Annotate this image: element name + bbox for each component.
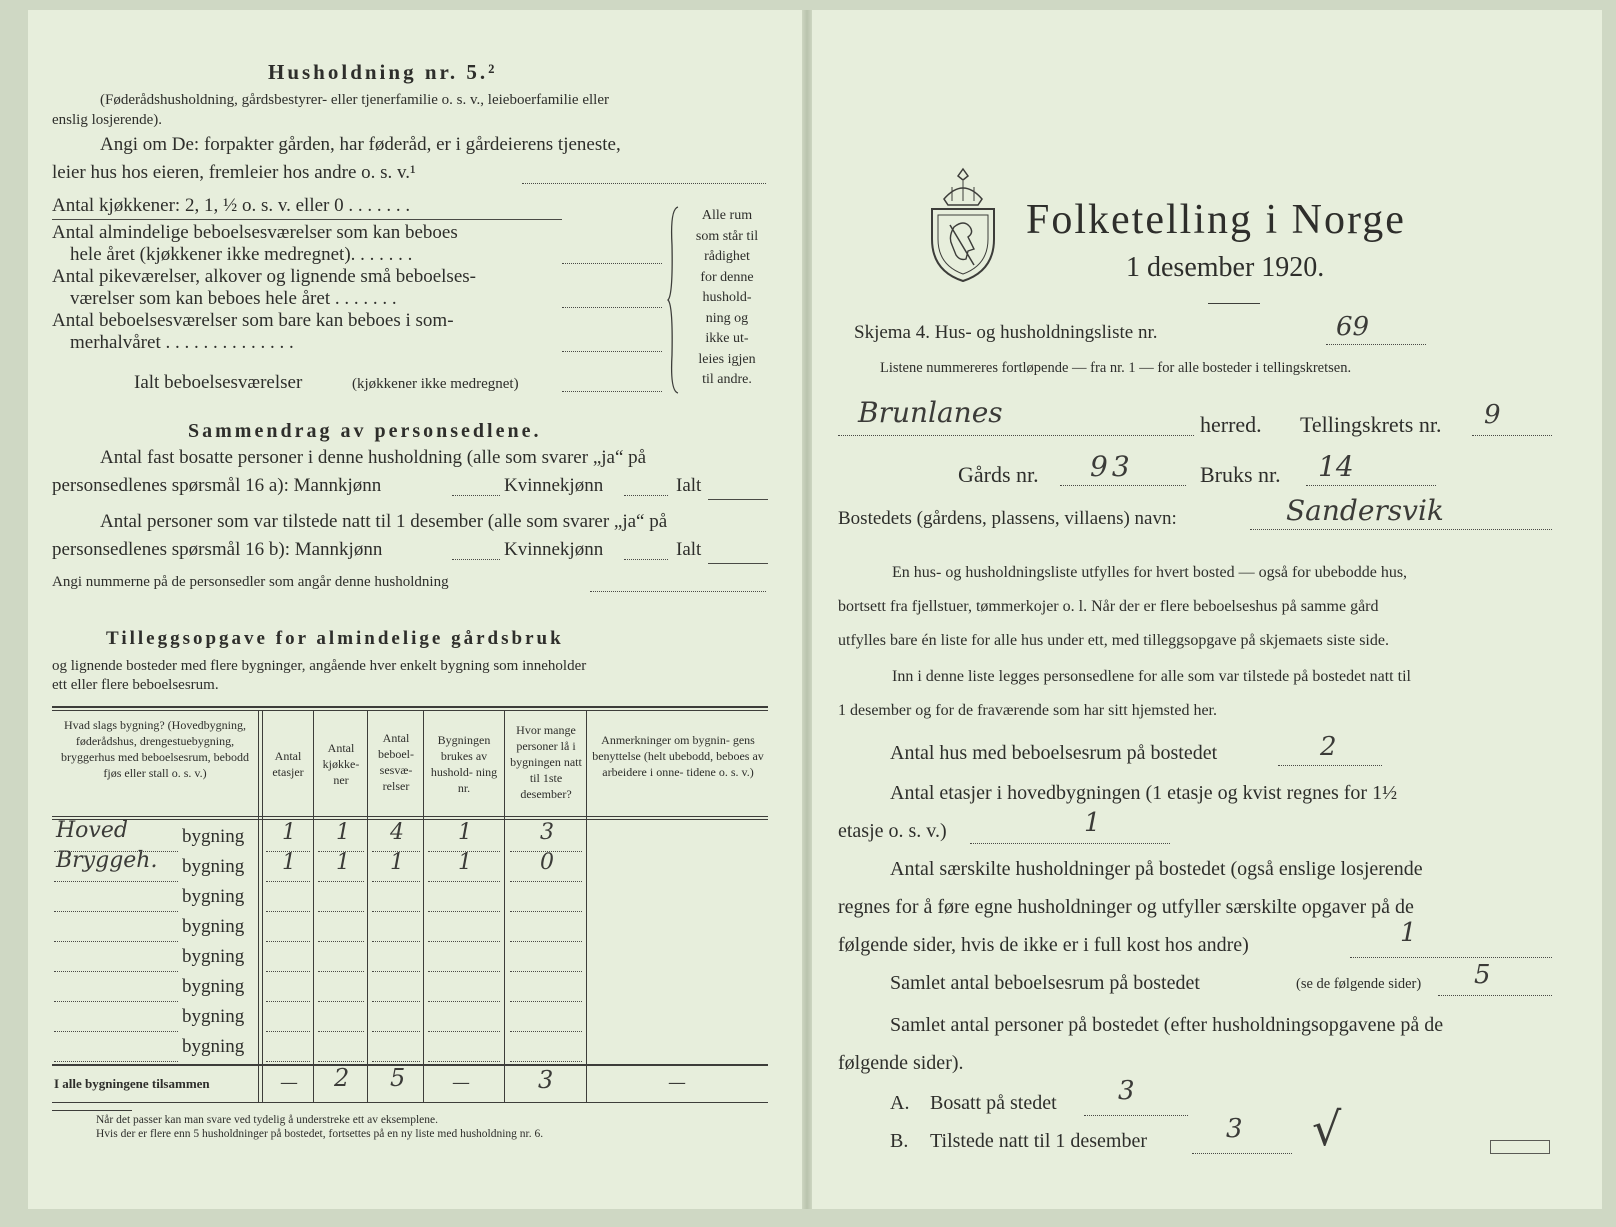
cell-underline <box>510 1060 582 1062</box>
cell-underline <box>318 1030 364 1032</box>
angi-line1: Angi om De: forpakter gården, har føderåd, er i gårdeierens tjeneste, <box>100 134 621 155</box>
household-intro-line2: enslig losjerende). <box>52 112 162 128</box>
cell-underline <box>510 940 582 942</box>
brace-note-line: ning og <box>705 310 749 326</box>
q-tilstede-value: 3 <box>1226 1114 1243 1144</box>
cell-underline <box>372 880 420 882</box>
total-personer: 3 <box>538 1066 554 1094</box>
summary-ialt-1: Ialt <box>676 475 702 496</box>
q-rom-label: Samlet antal beboelsesrum på bostedet <box>890 972 1200 994</box>
q-husholdninger-value: 1 <box>1400 918 1417 948</box>
rooms-line5: værelser som kan beboes hele året . . . . . . . <box>70 288 397 309</box>
herred-value: Brunlanes <box>858 396 1003 429</box>
summary-kvinne-1: Kvinnekjønn <box>504 475 604 496</box>
q-personer-line2: følgende sider). <box>838 1052 964 1074</box>
header-anmerkninger: Anmerkninger om bygnin- gens benyttelse (helt ubebodd, beboes av arbeidere i onne- tidene o. s. v.) <box>592 733 764 779</box>
q-bosatt-line <box>1084 1114 1188 1116</box>
rooms-line1: Antal kjøkkener: 2, 1, ½ o. s. v. eller 0 . . . . . . . <box>52 195 411 216</box>
cell-underline <box>428 1000 500 1002</box>
instructions-line5: 1 desember og for de fraværende som har sitt hjemsted her. <box>838 702 1217 719</box>
q-husholdninger-line2: regnes for å føre egne husholdninger og utfyller særskilte opgaver på de <box>838 896 1414 918</box>
brace-note-line: Alle rum <box>701 208 753 223</box>
building-suffix: bygning <box>182 976 245 997</box>
cell-underline <box>372 910 420 912</box>
total-rom: 5 <box>390 1064 406 1092</box>
cell-pers: 0 <box>540 850 554 875</box>
table-header-rule <box>52 816 768 817</box>
cell-underline <box>510 1000 582 1002</box>
herred-label: herred. <box>1200 412 1262 437</box>
total-etasjer: — <box>280 1072 298 1093</box>
tellingskrets-line <box>1472 434 1552 436</box>
cell-underline <box>266 880 310 882</box>
col-divider-5 <box>504 710 505 1102</box>
gards-value: 93 <box>1090 450 1134 483</box>
footnote-1: Når det passer kan man svare ved tydelig å understreke ett av eksemplene. <box>96 1114 438 1126</box>
table-header-rule-2 <box>52 819 768 820</box>
cell-underline <box>266 970 310 972</box>
brace-note-line: som står til <box>695 228 759 244</box>
bosted-line <box>1250 528 1552 530</box>
col-divider-4 <box>423 710 424 1102</box>
building-suffix: bygning <box>182 946 245 967</box>
brace-note-line: leies igjen <box>698 351 756 367</box>
cell-pers: 3 <box>540 820 554 845</box>
q-etasjer-line <box>970 842 1170 844</box>
cell-underline <box>372 1030 420 1032</box>
q-tilstede-label: Tilstede natt til 1 desember <box>930 1130 1148 1152</box>
cell-underline <box>510 970 582 972</box>
cell-underline <box>266 940 310 942</box>
building-suffix: bygning <box>182 886 245 907</box>
header-husholdning: Bygningen brukes av hushold- ning nr. <box>430 733 498 795</box>
footnote-2: Hvis der er flere enn 5 husholdninger på bostedet, fortsettes på en ny liste med husholdning nr. 6. <box>96 1128 544 1140</box>
cell-underline <box>372 940 420 942</box>
tillegg-line2: ett eller flere beboelsesrum. <box>52 677 219 693</box>
row-dotted-line <box>54 880 178 882</box>
bruks-label: Bruks nr. <box>1200 462 1281 487</box>
q-hus-value: 2 <box>1320 732 1337 762</box>
cell-underline <box>318 1000 364 1002</box>
brace-note-line: ikke ut- <box>705 331 749 346</box>
instructions-line3: utfylles bare én liste for alle hus under ett, med tilleggsopgave på skjemaets siste side. <box>838 632 1389 649</box>
header-etasjer: Antal etasjer <box>272 749 304 779</box>
page-fold <box>802 10 812 1209</box>
row-dotted-line <box>54 1030 178 1032</box>
cell-underline <box>428 1030 500 1032</box>
summary-ialt-2: Ialt <box>676 539 702 560</box>
rooms-total-note: (kjøkkener ikke medregnet) <box>352 376 519 392</box>
q-bosatt-label: Bosatt på stedet <box>930 1092 1057 1114</box>
skjema-label: Skjema 4. Hus- og husholdningsliste nr. <box>854 322 1158 343</box>
summary-title: Sammendrag av personsedlene. <box>188 420 542 442</box>
header-rom: Antal beboel- sesvæ- relser <box>378 731 414 793</box>
census-date: 1 desember 1920. <box>1126 252 1325 283</box>
summary-kvinne-2: Kvinnekjønn <box>504 539 604 560</box>
rooms-line2: Antal almindelige beboelsesværelser som kan beboes <box>52 222 458 243</box>
check-mark: √ <box>1312 1102 1342 1156</box>
summary-kvinne-answer-2 <box>624 558 668 560</box>
header-personer: Hvor mange personer lå i bygningen natt til 1ste desember? <box>510 723 582 801</box>
cell-underline <box>318 1060 364 1062</box>
q-bosatt-value: 3 <box>1118 1076 1135 1106</box>
col-divider-6 <box>586 710 587 1102</box>
row-dotted-line <box>54 1060 178 1062</box>
skjema-nr-value: 69 <box>1336 312 1370 342</box>
angi-answer-line <box>522 182 766 184</box>
cell-underline <box>428 910 500 912</box>
col-divider-3 <box>367 710 368 1102</box>
q-hus-line <box>1278 764 1382 766</box>
census-title: Folketelling i Norge <box>1026 197 1406 243</box>
footnote-rule <box>52 1110 132 1111</box>
household-intro-line1: (Føderådshusholdning, gårdsbestyrer- eller tjenerfamilie o. s. v., leieboerfamilie eller <box>100 92 609 108</box>
q-rom-note: (se de følgende sider) <box>1296 976 1422 992</box>
summary-line1: Antal fast bosatte personer i denne husholdning (alle som svarer „ja“ på <box>100 447 647 468</box>
bosted-label: Bostedets (gårdens, plassens, villaens) navn: <box>838 508 1177 529</box>
tillegg-line1: og lignende bosteder med flere bygninger, angående hver enkelt bygning som inneholder <box>52 658 587 674</box>
instructions-line4: Inn i denne liste legges personsedlene for alle som var tilstede på bostedet natt til <box>892 668 1411 685</box>
building-suffix: bygning <box>182 916 245 937</box>
q-etasjer-value: 1 <box>1084 808 1101 838</box>
summary-ialt-answer-1 <box>708 498 768 500</box>
row-dotted-line <box>54 910 178 912</box>
total-anmerkninger: — <box>668 1072 686 1093</box>
cell-etasjer: 1 <box>282 850 296 875</box>
cell-underline <box>372 970 420 972</box>
instructions-line1: En hus- og husholdningsliste utfylles for hvert bosted — også for ubebodde hus, <box>892 564 1408 581</box>
brace-note <box>682 206 772 391</box>
cell-underline <box>428 970 500 972</box>
q-etasjer-line1: Antal etasjer i hovedbygningen (1 etasje og kvist regnes for 1½ <box>890 782 1398 804</box>
brace-note-line: rådighet <box>704 249 750 264</box>
rooms-line3: hele året (kjøkkener ikke medregnet). . . . . . . <box>70 244 413 265</box>
cell-kjokken: 1 <box>336 850 350 875</box>
cell-rom: 1 <box>390 850 404 875</box>
q-tilstede-letter: B. <box>890 1130 909 1152</box>
gards-line <box>1060 484 1186 486</box>
row-dotted-line <box>54 940 178 942</box>
household-title: Husholdning nr. 5.² <box>268 60 498 84</box>
cell-underline <box>372 1060 420 1062</box>
col-divider-2 <box>313 710 314 1102</box>
tellingskrets-value: 9 <box>1484 400 1501 430</box>
cell-kjokken: 1 <box>336 820 350 845</box>
tillegg-title: Tilleggsopgave for almindelige gårdsbruk <box>106 628 564 649</box>
total-kjokken: 2 <box>334 1064 350 1092</box>
rooms-answer-3 <box>562 350 662 352</box>
total-label: I alle bygningene tilsammen <box>54 1076 210 1091</box>
table-bottom-rule <box>52 1102 768 1103</box>
cell-hush: 1 <box>458 820 472 845</box>
summary-line2: personsedlenes spørsmål 16 a): Mannkjønn <box>52 475 382 496</box>
angi-nummerne-answer <box>590 590 766 592</box>
herred-line <box>838 434 1194 436</box>
summary-ialt-answer-2 <box>708 562 768 564</box>
printer-stamp <box>1490 1140 1550 1154</box>
q-personer-line1: Samlet antal personer på bostedet (efter husholdningsopgavene på de <box>890 1014 1444 1036</box>
col-divider-1b <box>262 710 263 1102</box>
brace-icon <box>666 205 682 395</box>
cell-underline <box>428 1060 500 1062</box>
cell-underline <box>510 910 582 912</box>
summary-line3: Antal personer som var tilstede natt til 1 desember (alle som svarer „ja“ på <box>100 511 668 532</box>
table-top-rule-2 <box>52 710 768 711</box>
cell-underline <box>510 880 582 882</box>
cell-underline <box>372 1000 420 1002</box>
tellingskrets-label: Tellingskrets nr. <box>1300 412 1442 437</box>
rooms-total-label: Ialt beboelsesværelser <box>134 372 303 393</box>
q-rom-value: 5 <box>1474 960 1491 990</box>
rooms-answer-2 <box>562 306 662 308</box>
q-husholdninger-line3: følgende sider, hvis de ikke er i full kost hos andre) <box>838 934 1249 956</box>
bosted-value: Sandersvik <box>1286 494 1444 527</box>
cell-hush: 1 <box>458 850 472 875</box>
cell-underline <box>318 880 364 882</box>
bruks-value: 14 <box>1318 450 1354 483</box>
rooms-line4: Antal pikeværelser, alkover og lignende små beboelses- <box>52 266 476 287</box>
building-type: Hoved <box>56 818 128 843</box>
cell-rom: 4 <box>390 820 404 845</box>
brace-note-line: for denne <box>700 269 754 285</box>
rooms-answer-1 <box>562 262 662 264</box>
q-tilstede-line <box>1192 1152 1292 1154</box>
summary-mann-1 <box>452 494 500 496</box>
q-rom-line <box>1438 994 1552 996</box>
header-kjokken: Antal kjøkke- ner <box>322 741 360 787</box>
rooms-divider <box>52 218 562 220</box>
title-ornament-rule <box>1208 303 1260 304</box>
cell-underline <box>266 910 310 912</box>
cell-underline <box>318 970 364 972</box>
cell-underline <box>428 940 500 942</box>
listene-note: Listene nummereres fortløpende — fra nr. 1 — for alle bosteder i tellingskretsen. <box>880 360 1352 376</box>
building-suffix: bygning <box>182 1036 245 1057</box>
row-dotted-line <box>54 1000 178 1002</box>
cell-underline <box>510 1030 582 1032</box>
norwegian-coat-of-arms-icon <box>928 165 998 283</box>
cell-underline <box>266 1000 310 1002</box>
building-type: Bryggeh. <box>56 848 158 873</box>
angi-nummerne: Angi nummerne på de personsedler som angår denne husholdning <box>52 574 449 590</box>
rooms-line6: Antal beboelsesværelser som bare kan beboes i som- <box>52 310 454 331</box>
q-bosatt-letter: A. <box>890 1092 910 1114</box>
cell-underline <box>266 1060 310 1062</box>
table-top-rule <box>52 706 768 708</box>
cell-etasjer: 1 <box>282 820 296 845</box>
gards-label: Gårds nr. <box>958 462 1039 487</box>
summary-kvinne-answer-1 <box>624 494 668 496</box>
rooms-line7: merhalvåret . . . . . . . . . . . . . . <box>70 332 294 353</box>
col-divider-1 <box>258 710 259 1102</box>
cell-underline <box>266 1030 310 1032</box>
building-suffix: bygning <box>182 1006 245 1027</box>
instructions-line2: bortsett fra fjellstuer, tømmerkojer o. l. Når der er flere beboelseshus på samme gård <box>838 598 1379 615</box>
brace-note-line: hushold- <box>702 290 752 305</box>
total-husholdning: — <box>452 1072 470 1093</box>
cell-underline <box>318 910 364 912</box>
cell-underline <box>428 880 500 882</box>
brace-note-line: til andre. <box>702 372 752 387</box>
cell-underline <box>318 940 364 942</box>
row-dotted-line <box>54 970 178 972</box>
q-hus-label: Antal hus med beboelsesrum på bostedet <box>890 742 1218 764</box>
table-total-rule <box>52 1064 768 1066</box>
q-husholdninger-line1: Antal særskilte husholdninger på bostedet (også enslige losjerende <box>890 858 1423 880</box>
angi-line2: leier hus hos eieren, fremleier hos andre o. s. v.¹ <box>52 162 416 183</box>
building-suffix: bygning <box>182 856 245 877</box>
header-bygning: Hvad slags bygning? (Hovedbygning, føderådshus, drengestuebygning, bryggerhus med beboelsesrum, bebodd fjøs eller stall o. s. v.) <box>61 718 249 780</box>
summary-mann-2 <box>452 558 500 560</box>
building-suffix: bygning <box>182 826 245 847</box>
rooms-total-answer <box>562 390 662 392</box>
skjema-nr-line <box>1326 343 1426 345</box>
summary-line4: personsedlenes spørsmål 16 b): Mannkjønn <box>52 539 383 560</box>
q-etasjer-line2: etasje o. s. v.) <box>838 820 947 842</box>
bruks-line <box>1306 484 1436 486</box>
q-husholdninger-line <box>1350 956 1552 958</box>
